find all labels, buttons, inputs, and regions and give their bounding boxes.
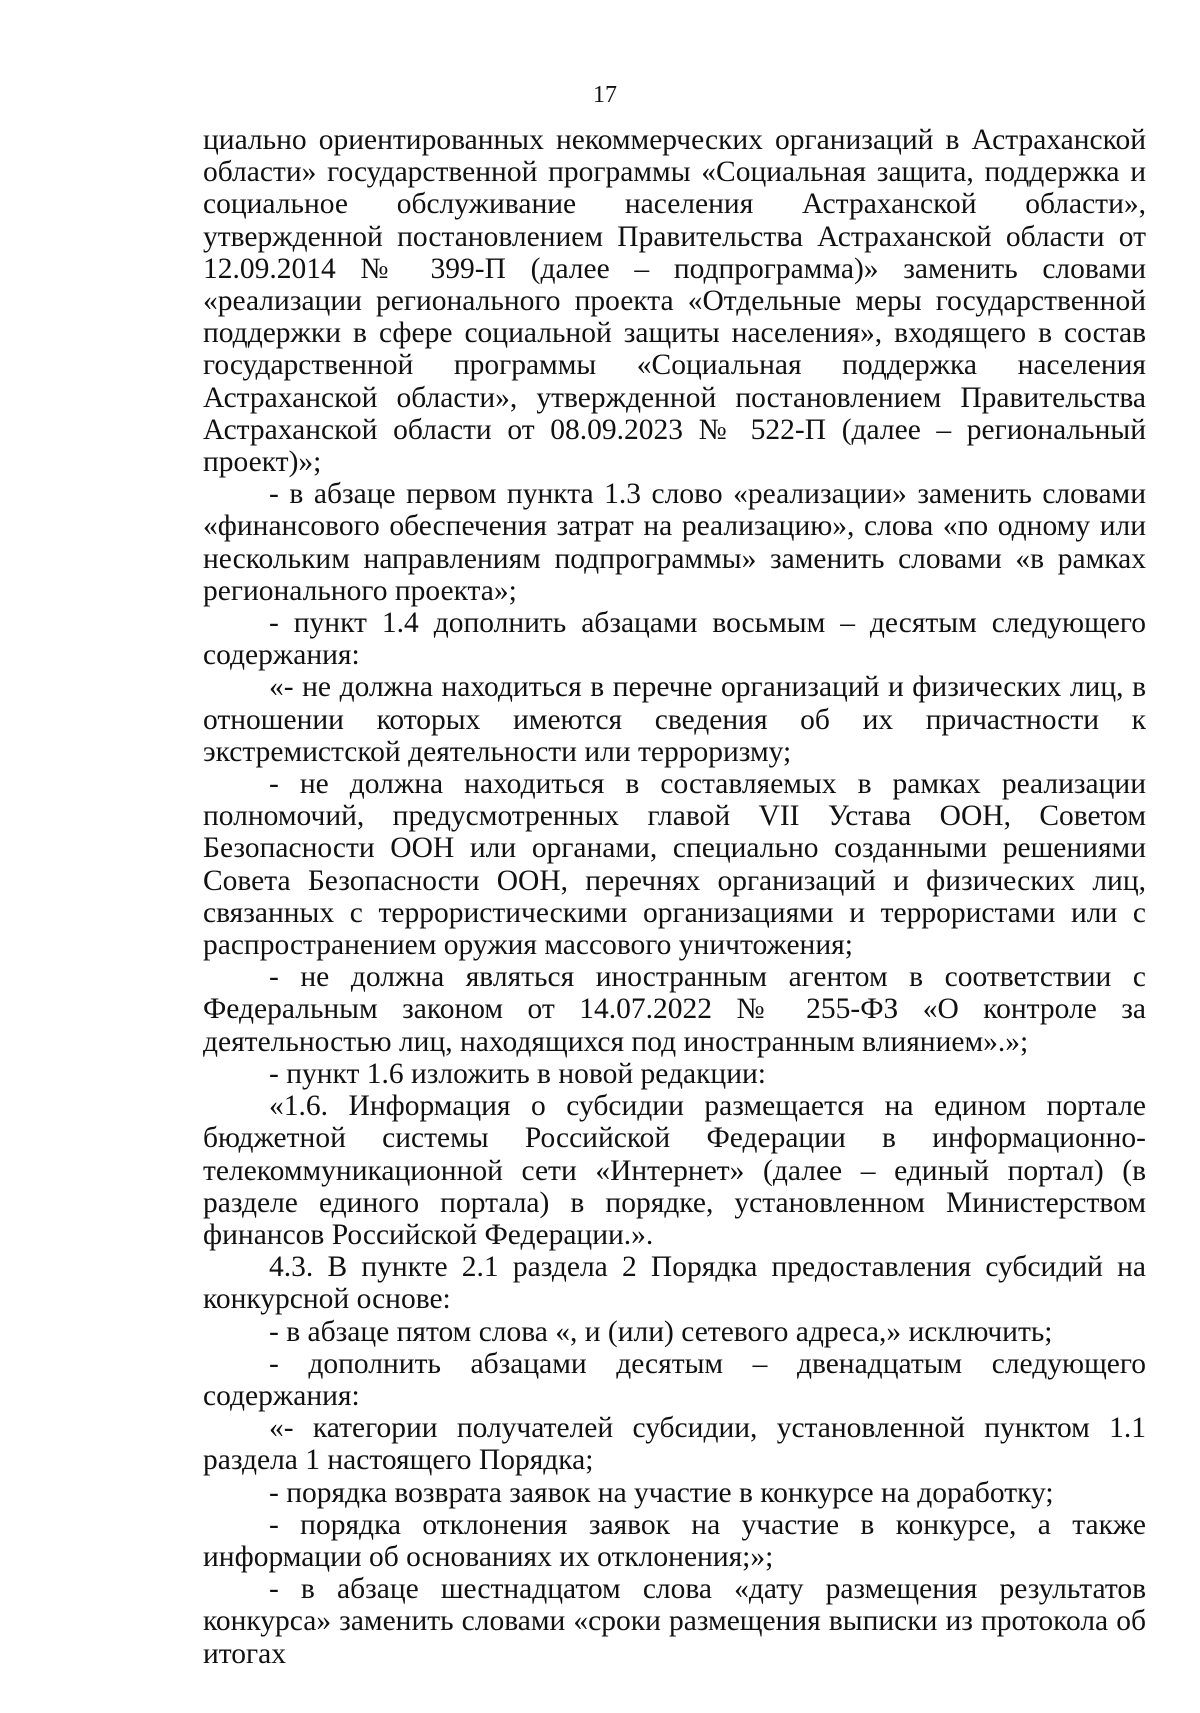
paragraph-11: - дополнить абзацами десятым – двенадцатым следующего содержания: [203, 1347, 1146, 1412]
document-body [203, 124, 1146, 1670]
paragraph-9: 4.3. В пункте 2.1 раздела 2 Порядка предоставления субсидий на конкурсной основе: [203, 1251, 1146, 1316]
paragraph-3: - пункт 1.4 дополнить абзацами восьмым – десятым следующего содержания: [203, 607, 1146, 672]
paragraph-7: - пункт 1.6 изложить в новой редакции: [269, 1057, 766, 1090]
paragraph-12: «- категории получателей субсидии, установленной пунктом 1.1 раздела 1 настоящего Порядка; [203, 1412, 1146, 1477]
paragraph-10: - в абзаце пятом слова «, и (или) сетевого адреса,» исключить; [269, 1315, 1053, 1348]
paragraph-14: - порядка отклонения заявок на участие в конкурсе, а также информации об основаниях их отклонения;»; [203, 1508, 1146, 1573]
paragraph-8: «1.6. Информация о субсидии размещается на едином портале бюджетной системы Российской Федерации в информационно-телекоммуникационной сети «Интернет» (далее – единый портал) (в разделе единого портала) в порядке, установленном Министерством финансов Российской Федерации.». [203, 1090, 1146, 1251]
paragraph-15: - в абзаце шестнадцатом слова «дату размещения результатов конкурса» заменить словами «сроки размещения выписки из протокола об итогах [203, 1573, 1146, 1670]
paragraph-13: - порядка возврата заявок на участие в конкурсе на доработку; [269, 1476, 1054, 1509]
paragraph-5: - не должна находиться в составляемых в рамках реализации полномочий, предусмотренных главой VII Устава ООН, Советом Безопасности ООН или органами, специально созданными решениями Совета Безопасности ООН, перечнях организаций и физических лиц, связанных с террористическими организациями и террористами или с распространением оружия массового уничтожения; [203, 768, 1146, 962]
paragraph-6: - не должна являться иностранным агентом в соответствии с Федеральным законом от 14.07.2022 № 255-ФЗ «О контроле за деятельностью лиц, находящихся под иностранным влиянием».»; [203, 961, 1146, 1058]
page-number: 17 [593, 82, 617, 108]
paragraph-4: «- не должна находиться в перечне организаций и физических лиц, в отношении которых имеются сведения об их причастности к экстремистской деятельности или терроризму; [203, 671, 1146, 768]
paragraph-1: циально ориентированных некоммерческих организаций в Астраханской области» государственной программы «Социальная защита, поддержка и социальное обслуживание населения Астраханской области», утвержденной постановлением Правительства Астраханской области от 12.09.2014 № 399-П (далее – подпрограмма)» заменить словами «реализации регионального проекта «Отдельные меры государственной поддержки в сфере социальной защиты населения», входящего в состав государственной программы «Социальная поддержка населения Астраханской области», утвержденной постановлением Правительства Астраханской области от 08.09.2023 № 522-П (далее – региональный проект)»; [203, 124, 1146, 479]
paragraph-2: - в абзаце первом пункта 1.3 слово «реализации» заменить словами «финансового обеспечения затрат на реализацию», слова «по одному или нескольким направлениям подпрограммы» заменить словами «в рамках регионального проекта»; [203, 478, 1146, 607]
